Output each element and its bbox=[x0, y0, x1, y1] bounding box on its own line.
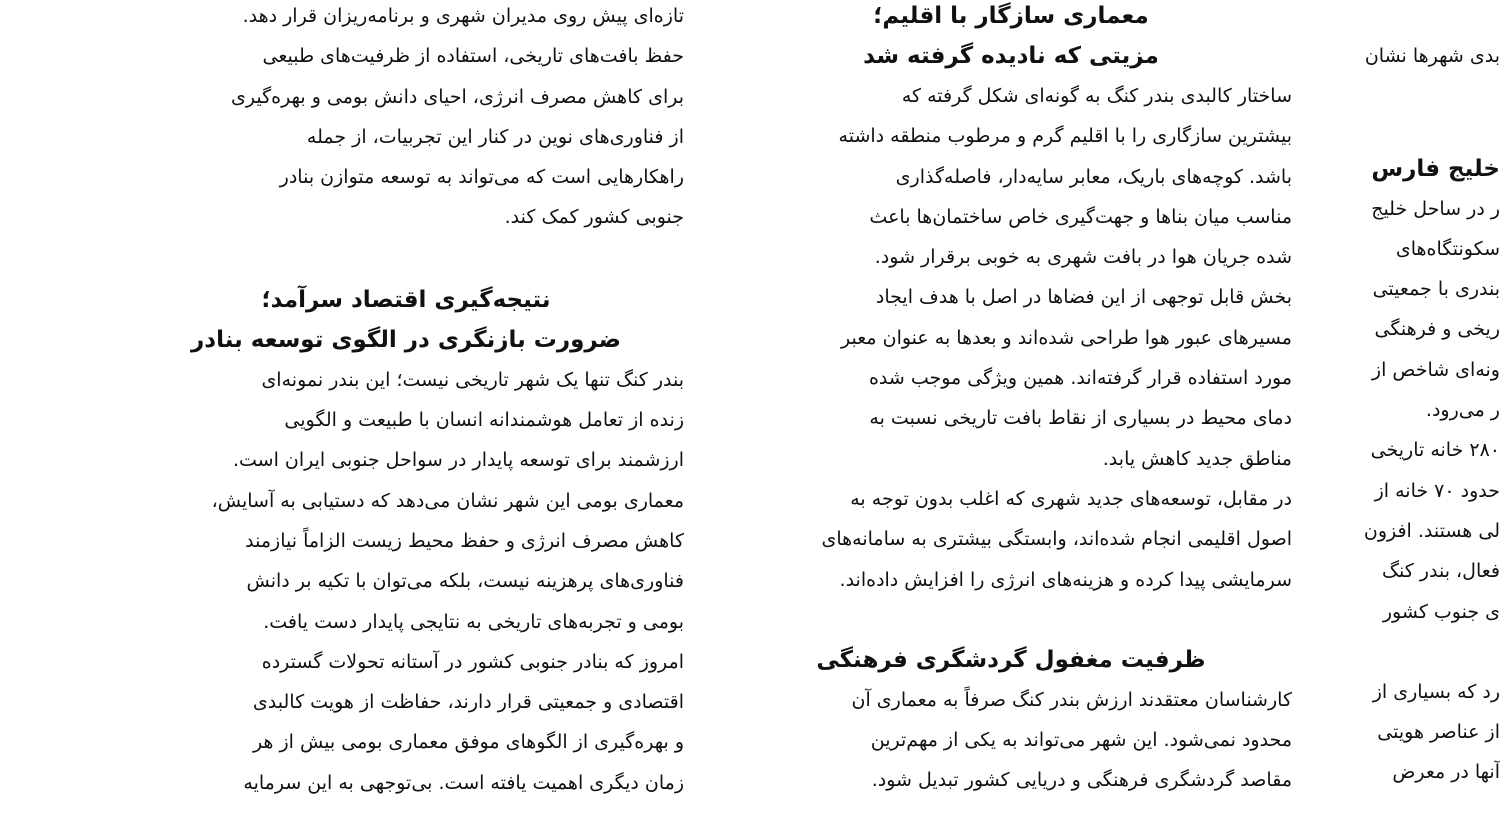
body-line: ر می‌رود. bbox=[1425, 399, 1500, 422]
body-line: بیشترین سازگاری را با اقلیم گرم و مرطوب منطقه داشته bbox=[838, 125, 1292, 148]
body-line: ارزشمند برای توسعه پایدار در سواحل جنوبی ایران است. bbox=[232, 449, 684, 472]
body-line: بندری با جمعیتی bbox=[1372, 278, 1500, 301]
body-line: جنوبی کشور کمک کند. bbox=[504, 206, 684, 229]
section-heading: نتیجه‌گیری اقتصاد سرآمد؛ bbox=[261, 286, 551, 313]
body-line: ۲۸۰ خانه تاریخی bbox=[1370, 439, 1500, 462]
body-line: رد که بسیاری از bbox=[1372, 680, 1500, 703]
body-line: سرمایشی پیدا کرده و هزینه‌های انرژی را افزایش داده‌اند. bbox=[839, 568, 1292, 591]
body-line: از عناصر هویتی bbox=[1377, 721, 1500, 744]
body-line: بدی شهرها نشان bbox=[1364, 45, 1500, 68]
body-line: اقتصادی و جمعیتی قرار دارند، حفاظت از هویت کالبدی bbox=[252, 691, 684, 714]
body-line: ر در ساحل خلیج bbox=[1371, 197, 1500, 220]
body-line: باشد. کوچه‌های باریک، معابر سایه‌دار، فاصله‌گذاری bbox=[895, 165, 1292, 188]
body-line: ونه‌ای شاخص از bbox=[1371, 358, 1500, 381]
body-line: محدود نمی‌شود. این شهر می‌تواند به یکی از مهم‌ترین bbox=[870, 729, 1292, 752]
body-line: کاهش مصرف انرژی و حفظ محیط زیست الزاماً نیازمند bbox=[245, 529, 684, 552]
section-gap bbox=[730, 600, 1292, 640]
body-line: فعال، بندر کنگ bbox=[1381, 560, 1500, 583]
body-line: بندر کنگ تنها یک شهر تاریخی نیست؛ این بندر نمونه‌ای bbox=[261, 368, 684, 391]
article-column-right-clipped bbox=[1336, 0, 1500, 836]
body-line: سکونتگاه‌های bbox=[1395, 237, 1500, 260]
body-line: مناسب میان بناها و جهت‌گیری خاص ساختمان‌ها باعث bbox=[869, 205, 1292, 228]
body-line: زمان دیگری اهمیت یافته است. بی‌توجهی به این سرمایه bbox=[243, 771, 684, 794]
body-line: لی هستند. افزون bbox=[1363, 519, 1500, 542]
body-line: زنده از تعامل هوشمندانه انسان با طبیعت و الگویی bbox=[284, 409, 684, 432]
body-line bbox=[1336, 0, 1500, 36]
body-line: برای کاهش مصرف انرژی، احیای دانش بومی و بهره‌گیری bbox=[231, 85, 684, 108]
body-line: آنها در معرض bbox=[1392, 761, 1500, 784]
body-line: تازه‌ای پیش روی مدیران شهری و برنامه‌ریزان قرار دهد. bbox=[242, 5, 684, 27]
body-line: ساختار کالبدی بندر کنگ به گونه‌ای شکل گرفته که bbox=[901, 85, 1292, 107]
section-heading: مزیتی که نادیده گرفته شد bbox=[863, 43, 1159, 69]
section-gap bbox=[128, 238, 684, 280]
body-line: معماری بومی این شهر نشان می‌دهد که دستیابی به آسایش، bbox=[211, 489, 684, 512]
article-column-left bbox=[128, 0, 684, 836]
body-line: مسیرهای عبور هوا طراحی شده‌اند و بعدها به عنوان معبر bbox=[841, 326, 1292, 349]
body-line: مناطق جدید کاهش یابد. bbox=[1102, 447, 1292, 470]
body-line: امروز که بنادر جنوبی کشور در آستانه تحولات گسترده bbox=[261, 650, 684, 673]
body-line: ی جنوب کشور bbox=[1382, 600, 1500, 623]
section-gap bbox=[1336, 632, 1500, 672]
body-line: در مقابل، توسعه‌های جدید شهری که اغلب بدون توجه به bbox=[850, 487, 1292, 510]
article-column-middle bbox=[730, 0, 1292, 836]
body-line: و بهره‌گیری از الگوهای موفق معماری بومی بیش از هر bbox=[252, 731, 684, 754]
body-line: حفظ بافت‌های تاریخی، استفاده از ظرفیت‌های طبیعی bbox=[262, 45, 684, 68]
body-line: فناوری‌های پرهزینه نیست، بلکه می‌توان با تکیه بر دانش bbox=[246, 570, 684, 593]
section-heading: ظرفیت مغفول گردشگری فرهنگی bbox=[816, 646, 1206, 673]
body-line: اصول اقلیمی انجام شده‌اند، وابستگی بیشتری به سامانه‌های bbox=[821, 528, 1292, 551]
body-line: شده جریان هوا در بافت شهری به خوبی برقرار شود. bbox=[874, 246, 1292, 269]
body-line: ریخی و فرهنگی bbox=[1374, 318, 1500, 341]
body-line: از فناوری‌های نوین در کنار این تجربیات، از جمله bbox=[306, 125, 684, 148]
body-line: بخش قابل توجهی از این فضاها در اصل با هدف ایجاد bbox=[875, 286, 1292, 309]
body-line: کارشناسان معتقدند ارزش بندر کنگ صرفاً به معماری آن bbox=[851, 688, 1292, 711]
body-line: بومی و تجربه‌های تاریخی به نتایجی پایدار دست یافت. bbox=[263, 610, 684, 633]
body-line: مورد استفاده قرار گرفته‌اند. همین ویژگی موجب شده bbox=[868, 367, 1292, 390]
body-line: مقاصد گردشگری فرهنگی و دریایی کشور تبدیل شود. bbox=[871, 769, 1292, 792]
section-heading: خلیج فارس bbox=[1371, 155, 1500, 182]
body-line: راهکارهایی است که می‌تواند به توسعه متوازن بنادر bbox=[279, 166, 684, 189]
section-heading: ضرورت بازنگری در الگوی توسعه بنادر bbox=[191, 326, 621, 353]
section-heading: معماری سازگار با اقلیم؛ bbox=[873, 3, 1149, 29]
body-line: دمای محیط در بسیاری از نقاط بافت تاریخی نسبت به bbox=[869, 407, 1292, 430]
body-line: حدود ۷۰ خانه از bbox=[1374, 479, 1500, 502]
section-gap bbox=[1336, 77, 1500, 149]
